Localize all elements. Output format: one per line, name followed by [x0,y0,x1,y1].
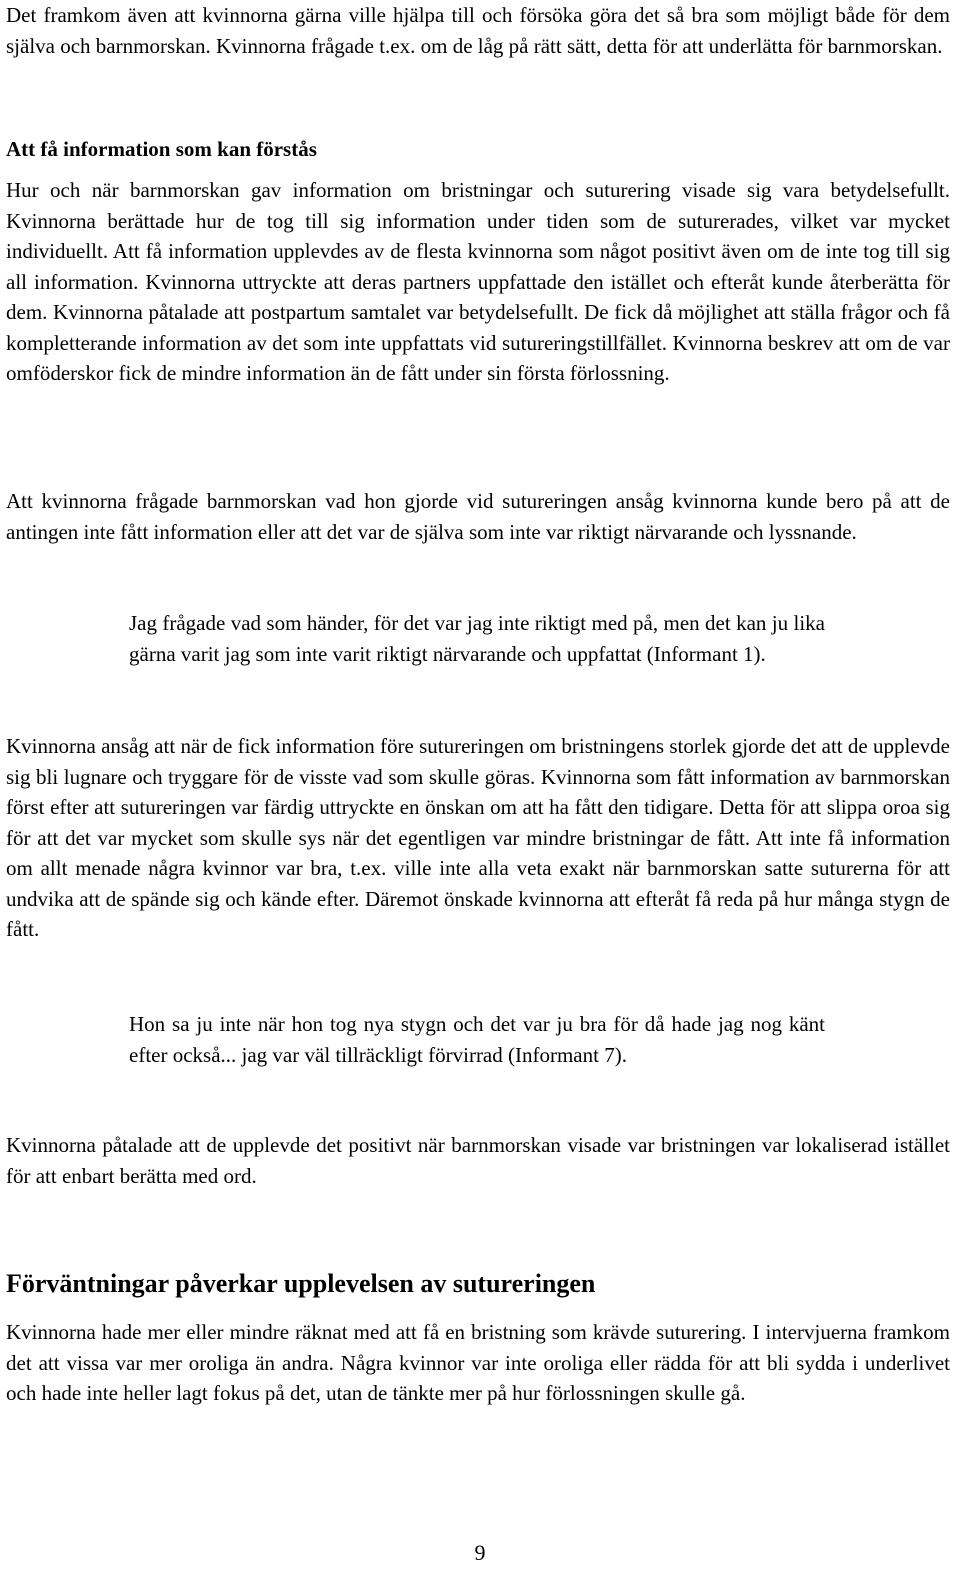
quote-informant-1: Jag frågade vad som händer, för det var jag inte riktigt med på, men det kan ju lika gärna varit jag som inte varit riktigt närvarande och uppfattat (Informant 1). [129,611,825,666]
section-heading-expectations: Förväntningar påverkar upplevelsen av sutureringen [6,1269,596,1298]
paragraph-before-suturing: Kvinnorna ansåg att när de fick information före sutureringen om bristningens storlek gjorde det att de upplevde sig bli lugnare och tryggare för de visste vad som skulle göras. Kvinnorna som fått information av barnmorskan först efter att sutureringen var färdig uttryckte en önskan om att ha fått den tidigare. Detta för att slippa oroa sig för att det var mycket som skulle sys när det egentligen var mindre bristningar de fått. Att inte få information om allt menade några kvinnor var bra, t.ex. ville inte alla veta exakt när barnmorskan satte suturerna för att undvika att de spände sig och kände efter. Däremot önskade kvinnorna att efteråt få reda på hur många stygn de fått. [6,734,950,941]
page-number: 9 [474,1540,486,1565]
quote-informant-7: Hon sa ju inte när hon tog nya stygn och det var ju bra för då hade jag nog känt efter också... jag var väl tillräckligt förvirrad (Informant 7). [129,1012,825,1067]
paragraph-information: Hur och när barnmorskan gav information om bristningar och suturering visade sig vara betydelsefullt. Kvinnorna berättade hur de tog till sig information under tiden som de suturerades, vilket var mycket individuellt. Att få information upplevdes av de flesta kvinnorna som något positivt även om de inte tog till sig all information. Kvinnorna uttryckte att deras partners uppfattade den istället och efteråt kunde återberätta för dem. Kvinnorna påtalade att postpartum samtalet var betydelsefullt. De fick då möjlighet att ställa frågor och få kompletterande information av det som inte uppfattats vid sutureringstillfället. Kvinnorna beskrev att om de var omföderskor fick de mindre information än de fått under sin första förlossning. [6,178,950,385]
paragraph-asked: Att kvinnorna frågade barnmorskan vad hon gjorde vid sutureringen ansåg kvinnorna kunde bero på att de antingen inte fått information eller att det var de själva som inte var riktigt närvarande och lyssnande. [6,489,950,544]
paragraph-intro: Det framkom även att kvinnorna gärna ville hjälpa till och försöka göra det så bra som möjligt både för dem själva och barnmorskan. Kvinnorna frågade t.ex. om de låg på rätt sätt, detta för att underlätta för barnmorskan. [6,3,950,58]
subheading-information: Att få information som kan förstås [6,137,317,161]
paragraph-expectations: Kvinnorna hade mer eller mindre räknat med att få en bristning som krävde suturering. I intervjuerna framkom det att vissa var mer oroliga än andra. Några kvinnor var inte oroliga eller rädda för att bli sydda i underlivet och hade inte heller lagt fokus på det, utan de tänkte mer på hur förlossningen skulle gå. [6,1320,950,1405]
paragraph-localized: Kvinnorna påtalade att de upplevde det positivt när barnmorskan visade var bristningen var lokaliserad istället för att enbart berätta med ord. [6,1133,950,1188]
